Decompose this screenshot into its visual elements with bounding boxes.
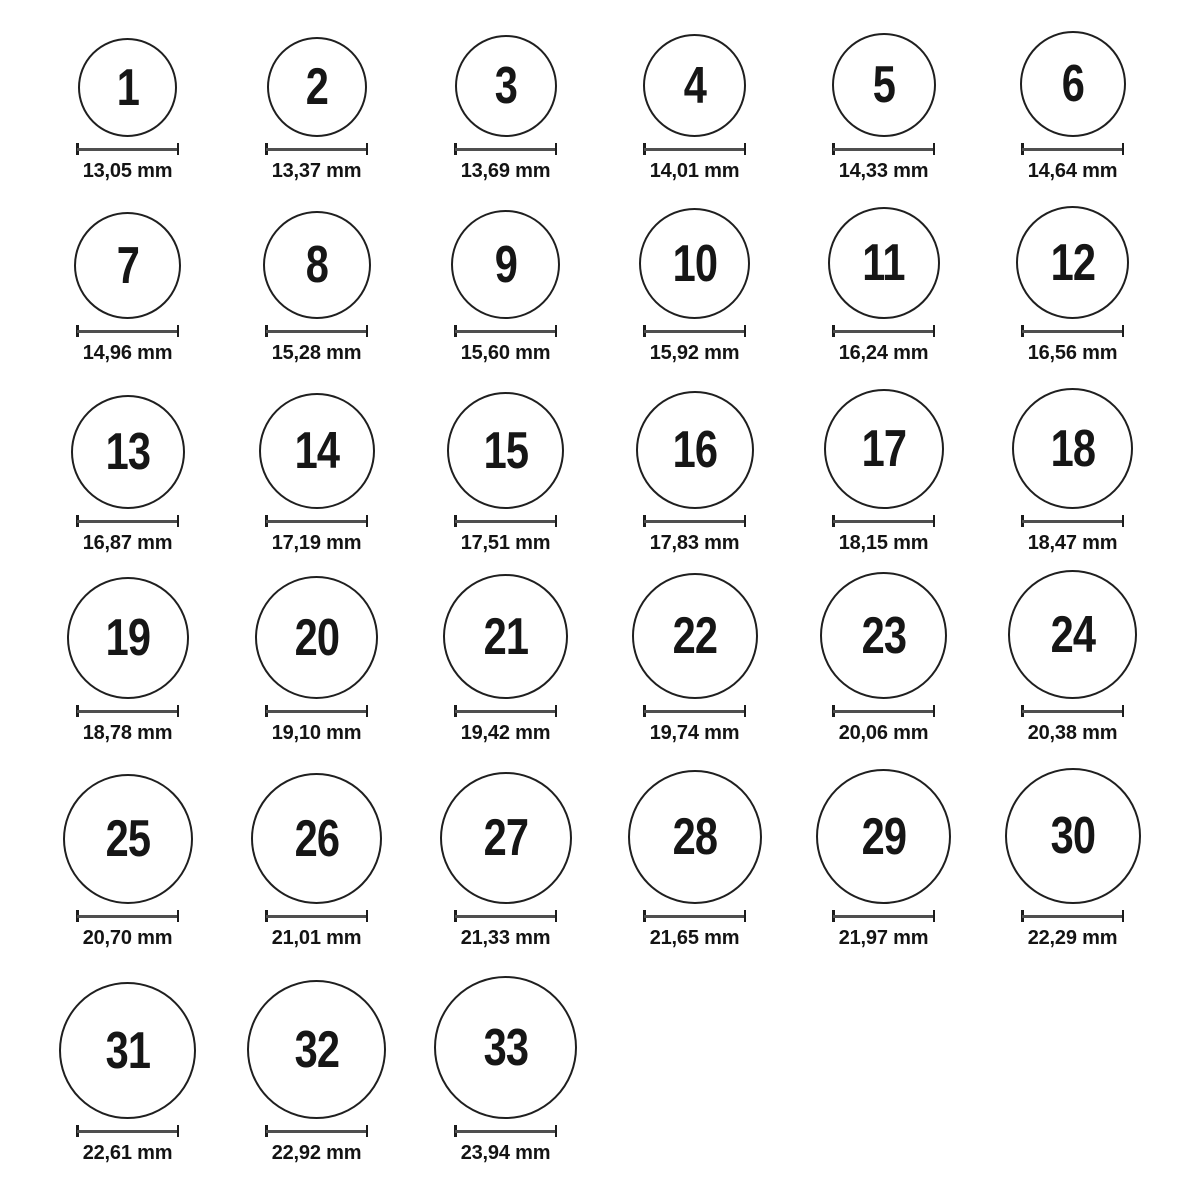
diameter-label: 16,56 mm [1027, 342, 1118, 364]
ring-size-item [789, 374, 978, 564]
ring-size-item [978, 192, 1167, 374]
ring-size-item [978, 564, 1167, 754]
ring-size-item [600, 374, 789, 564]
dimension-tick-right [177, 1125, 180, 1137]
diameter-dimension-line [76, 1125, 179, 1137]
ring-size-number: 6 [1061, 55, 1084, 113]
ring-size-number: 20 [294, 608, 339, 667]
diameter-label: 19,10 mm [271, 722, 362, 744]
ring-size-circle [59, 982, 196, 1119]
dimension-tick-right [177, 515, 180, 527]
ring-size-number: 22 [672, 607, 717, 665]
diameter-dimension-line [1021, 705, 1124, 717]
diameter-label: 18,15 mm [838, 532, 929, 554]
diameter-label: 19,74 mm [649, 722, 740, 744]
ring-size-number: 9 [494, 235, 517, 294]
ring-size-item [600, 192, 789, 374]
ring-size-item [411, 192, 600, 374]
diameter-label: 18,78 mm [82, 722, 173, 744]
ring-size-circle [63, 774, 193, 904]
diameter-label: 22,61 mm [82, 1142, 173, 1164]
diameter-dimension-line [1021, 515, 1124, 527]
ring-size-item [33, 754, 222, 959]
ring-size-circle [71, 395, 185, 509]
ring-size-item [33, 959, 222, 1174]
dimension-bar [1022, 710, 1123, 713]
ring-size-circle [820, 572, 947, 699]
diameter-dimension-line [1021, 910, 1124, 922]
ring-size-circle [78, 38, 177, 137]
diameter-dimension-line [265, 515, 368, 527]
diameter-label: 14,33 mm [838, 160, 929, 182]
ring-size-circle [263, 211, 371, 319]
dimension-tick-right [555, 1125, 558, 1137]
ring-size-number: 27 [483, 809, 528, 867]
diameter-dimension-line [832, 910, 935, 922]
diameter-dimension-line [1021, 143, 1124, 155]
ring-size-number: 1 [116, 58, 139, 117]
ring-size-number: 12 [1050, 233, 1095, 292]
dimension-tick-right [744, 143, 747, 155]
diameter-label: 21,01 mm [271, 927, 362, 949]
ring-size-row [33, 959, 1200, 1174]
diameter-dimension-line [265, 1125, 368, 1137]
ring-size-item [33, 0, 222, 192]
dimension-tick-right [1122, 325, 1125, 337]
dimension-bar [266, 148, 367, 151]
ring-size-item [789, 754, 978, 959]
dimension-tick-right [933, 515, 936, 527]
dimension-bar [266, 1130, 367, 1133]
ring-size-row [33, 564, 1200, 754]
ring-size-number: 8 [305, 236, 328, 294]
diameter-label: 18,47 mm [1027, 532, 1118, 554]
ring-size-circle [247, 980, 386, 1119]
diameter-dimension-line [643, 705, 746, 717]
dimension-bar [644, 148, 745, 151]
diameter-label: 20,70 mm [82, 927, 173, 949]
diameter-dimension-line [265, 705, 368, 717]
ring-size-circle [440, 772, 572, 904]
dimension-tick-right [933, 325, 936, 337]
dimension-bar [455, 148, 556, 151]
ring-size-row [33, 0, 1200, 192]
ring-size-number: 21 [483, 607, 528, 666]
dimension-tick-right [555, 705, 558, 717]
ring-size-number: 3 [494, 57, 517, 115]
dimension-tick-right [933, 910, 936, 922]
ring-size-item [411, 564, 600, 754]
dimension-tick-right [555, 910, 558, 922]
ring-size-row [33, 192, 1200, 374]
diameter-dimension-line [454, 143, 557, 155]
diameter-dimension-line [832, 515, 935, 527]
ring-size-circle [455, 35, 557, 137]
ring-size-number: 15 [483, 421, 528, 480]
ring-size-number: 26 [294, 809, 339, 868]
dimension-tick-right [744, 705, 747, 717]
diameter-dimension-line [643, 515, 746, 527]
diameter-dimension-line [265, 143, 368, 155]
dimension-tick-right [1122, 515, 1125, 527]
ring-size-number: 19 [105, 609, 150, 667]
ring-size-number: 24 [1050, 605, 1095, 664]
dimension-bar [644, 915, 745, 918]
dimension-tick-right [366, 705, 369, 717]
diameter-label: 23,94 mm [460, 1142, 551, 1164]
dimension-tick-right [366, 325, 369, 337]
diameter-label: 17,19 mm [271, 532, 362, 554]
dimension-bar [833, 148, 934, 151]
diameter-dimension-line [76, 515, 179, 527]
ring-size-number: 5 [872, 56, 895, 114]
diameter-dimension-line [76, 143, 179, 155]
dimension-bar [77, 330, 178, 333]
ring-size-number: 17 [861, 420, 906, 478]
diameter-dimension-line [832, 325, 935, 337]
ring-size-item [222, 564, 411, 754]
diameter-label: 13,05 mm [82, 160, 173, 182]
diameter-dimension-line [832, 705, 935, 717]
dimension-bar [1022, 148, 1123, 151]
ring-size-circle [259, 393, 375, 509]
ring-size-circle [74, 212, 181, 319]
ring-size-item [33, 374, 222, 564]
dimension-bar [644, 520, 745, 523]
ring-size-number: 13 [105, 423, 150, 481]
diameter-label: 15,92 mm [649, 342, 740, 364]
dimension-bar [455, 330, 556, 333]
diameter-label: 21,33 mm [460, 927, 551, 949]
diameter-dimension-line [76, 705, 179, 717]
ring-size-number: 11 [862, 234, 905, 292]
diameter-dimension-line [832, 143, 935, 155]
dimension-tick-right [744, 910, 747, 922]
ring-size-number: 32 [294, 1020, 339, 1079]
diameter-dimension-line [454, 910, 557, 922]
dimension-tick-right [1122, 910, 1125, 922]
ring-size-number: 25 [105, 810, 150, 868]
ring-size-item [789, 192, 978, 374]
diameter-label: 21,65 mm [649, 927, 740, 949]
dimension-bar [644, 330, 745, 333]
ring-size-number: 2 [305, 58, 328, 116]
diameter-label: 13,37 mm [271, 160, 362, 182]
ring-size-row [33, 374, 1200, 564]
ring-size-item [411, 374, 600, 564]
ring-size-item [600, 754, 789, 959]
diameter-dimension-line [454, 325, 557, 337]
diameter-label: 22,92 mm [271, 1142, 362, 1164]
ring-size-number: 16 [672, 421, 717, 479]
dimension-bar [77, 915, 178, 918]
diameter-dimension-line [454, 515, 557, 527]
diameter-label: 20,06 mm [838, 722, 929, 744]
ring-size-circle [67, 577, 189, 699]
dimension-tick-right [555, 515, 558, 527]
dimension-tick-right [744, 515, 747, 527]
diameter-label: 19,42 mm [460, 722, 551, 744]
ring-size-circle [1005, 768, 1141, 904]
ring-size-number: 33 [483, 1018, 528, 1077]
ring-size-circle [434, 976, 577, 1119]
dimension-tick-right [177, 325, 180, 337]
ring-size-number: 23 [861, 606, 906, 665]
ring-size-circle [643, 34, 746, 137]
dimension-tick-right [933, 705, 936, 717]
dimension-bar [1022, 520, 1123, 523]
dimension-bar [833, 520, 934, 523]
diameter-dimension-line [76, 910, 179, 922]
dimension-bar [455, 520, 556, 523]
diameter-dimension-line [643, 910, 746, 922]
ring-size-circle [639, 208, 750, 319]
diameter-label: 15,28 mm [271, 342, 362, 364]
diameter-dimension-line [1021, 325, 1124, 337]
ring-size-number: 10 [672, 234, 717, 293]
ring-size-circle [1008, 570, 1137, 699]
diameter-label: 16,87 mm [82, 532, 173, 554]
ring-size-item [33, 192, 222, 374]
ring-size-circle [828, 207, 940, 319]
ring-size-number: 14 [294, 422, 339, 480]
dimension-tick-right [555, 325, 558, 337]
diameter-label: 15,60 mm [460, 342, 551, 364]
dimension-tick-right [177, 910, 180, 922]
diameter-label: 14,64 mm [1027, 160, 1118, 182]
ring-size-circle [267, 37, 367, 137]
diameter-label: 22,29 mm [1027, 927, 1118, 949]
dimension-bar [455, 1130, 556, 1133]
dimension-tick-right [366, 1125, 369, 1137]
diameter-label: 17,51 mm [460, 532, 551, 554]
dimension-tick-right [366, 143, 369, 155]
dimension-bar [266, 710, 367, 713]
ring-size-number: 4 [683, 56, 706, 115]
ring-size-item [978, 374, 1167, 564]
dimension-bar [833, 710, 934, 713]
ring-size-item [222, 959, 411, 1174]
ring-size-item [978, 754, 1167, 959]
ring-size-number: 29 [861, 807, 906, 866]
dimension-tick-right [555, 143, 558, 155]
ring-size-circle [255, 576, 378, 699]
dimension-bar [77, 148, 178, 151]
ring-size-item [600, 0, 789, 192]
diameter-dimension-line [454, 705, 557, 717]
ring-size-circle [1012, 388, 1133, 509]
diameter-label: 14,01 mm [649, 160, 740, 182]
dimension-bar [455, 915, 556, 918]
dimension-tick-right [1122, 705, 1125, 717]
diameter-dimension-line [265, 325, 368, 337]
diameter-label: 14,96 mm [82, 342, 173, 364]
ring-size-item [33, 564, 222, 754]
ring-size-item [600, 564, 789, 754]
ring-size-item [411, 754, 600, 959]
diameter-dimension-line [643, 143, 746, 155]
ring-size-number: 7 [116, 236, 139, 295]
dimension-bar [77, 710, 178, 713]
ring-size-item [222, 0, 411, 192]
diameter-dimension-line [643, 325, 746, 337]
ring-size-item [411, 959, 600, 1174]
ring-size-circle [824, 389, 944, 509]
ring-size-item [789, 564, 978, 754]
ring-size-row [33, 754, 1200, 959]
ring-size-number: 28 [672, 808, 717, 866]
dimension-bar [266, 520, 367, 523]
ring-size-number: 30 [1050, 807, 1095, 865]
dimension-tick-right [366, 910, 369, 922]
ring-size-number: 18 [1050, 419, 1095, 478]
dimension-tick-right [933, 143, 936, 155]
diameter-label: 17,83 mm [649, 532, 740, 554]
dimension-tick-right [744, 325, 747, 337]
dimension-bar [1022, 915, 1123, 918]
dimension-bar [266, 330, 367, 333]
ring-size-item [222, 192, 411, 374]
dimension-bar [266, 915, 367, 918]
ring-size-item [222, 754, 411, 959]
ring-size-circle [628, 770, 762, 904]
ring-size-circle [451, 210, 560, 319]
diameter-dimension-line [76, 325, 179, 337]
diameter-dimension-line [265, 910, 368, 922]
ring-size-circle [447, 392, 564, 509]
ring-size-number: 31 [105, 1021, 150, 1080]
ring-size-circle [1020, 31, 1126, 137]
dimension-tick-right [177, 705, 180, 717]
dimension-tick-right [1122, 143, 1125, 155]
ring-size-item [978, 0, 1167, 192]
diameter-label: 21,97 mm [838, 927, 929, 949]
ring-size-circle [251, 773, 382, 904]
dimension-bar [455, 710, 556, 713]
dimension-tick-right [366, 515, 369, 527]
ring-size-circle [636, 391, 754, 509]
dimension-tick-right [177, 143, 180, 155]
diameter-label: 13,69 mm [460, 160, 551, 182]
dimension-bar [833, 330, 934, 333]
ring-size-circle [832, 33, 936, 137]
diameter-label: 20,38 mm [1027, 722, 1118, 744]
ring-size-circle [1016, 206, 1129, 319]
dimension-bar [1022, 330, 1123, 333]
diameter-label: 16,24 mm [838, 342, 929, 364]
ring-size-circle [443, 574, 568, 699]
dimension-bar [644, 710, 745, 713]
ring-size-item [222, 374, 411, 564]
dimension-bar [77, 520, 178, 523]
dimension-bar [77, 1130, 178, 1133]
ring-size-item [789, 0, 978, 192]
dimension-bar [833, 915, 934, 918]
ring-size-circle [816, 769, 951, 904]
diameter-dimension-line [454, 1125, 557, 1137]
ring-size-item [411, 0, 600, 192]
ring-size-circle [632, 573, 758, 699]
